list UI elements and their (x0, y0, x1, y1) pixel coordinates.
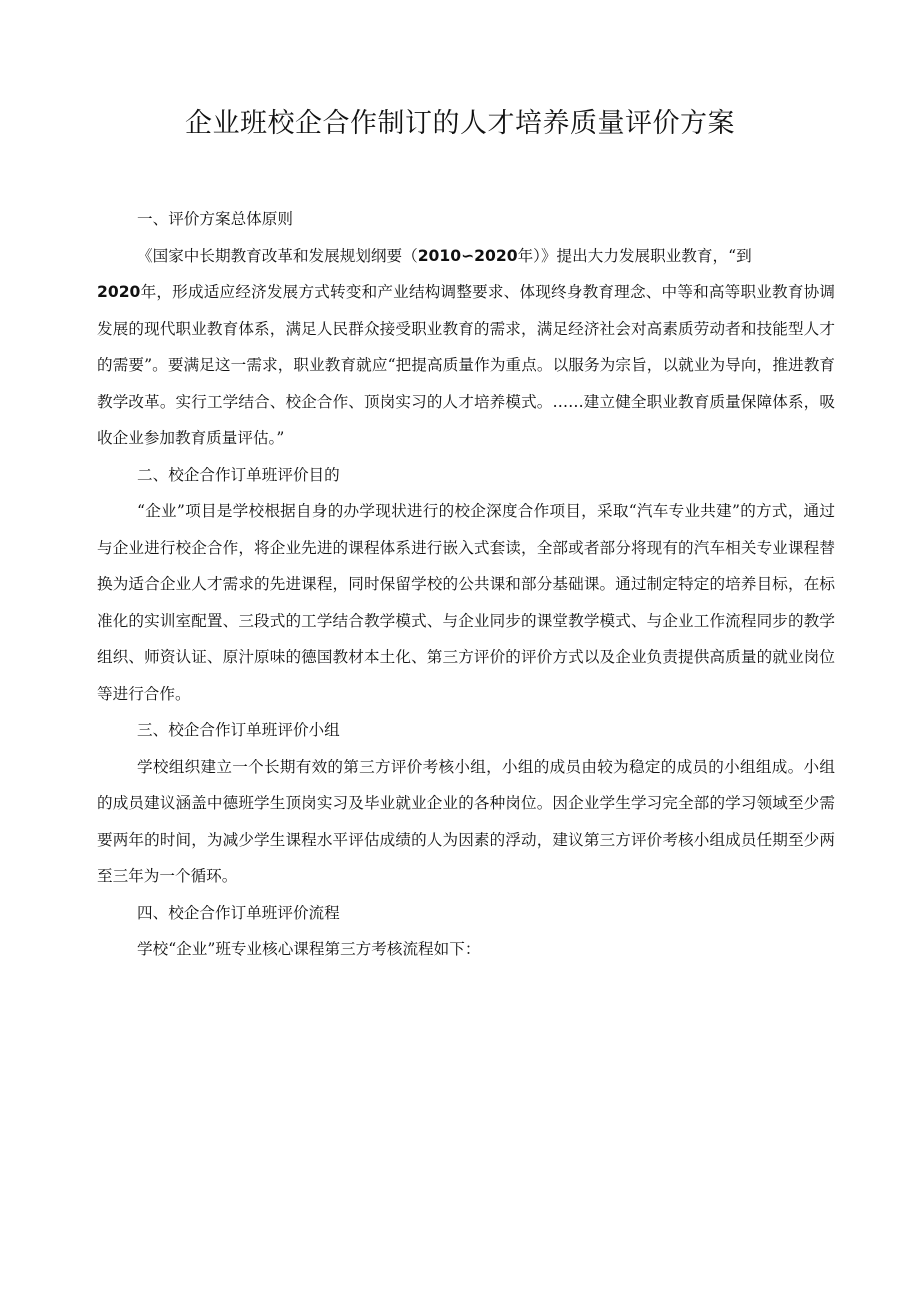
paragraph-text: 年）》提出大力发展职业教育，“到 (517, 246, 752, 265)
section-heading-1: 一、评价方案总体原则 (137, 210, 293, 228)
section-paragraph-1 (97, 238, 835, 457)
paragraph-text: 年，形成适应经济发展方式转变和产业结构调整要求、体现终身教育理念、中等和高等职业教育协调发展的现代职业教育体系，满足人民群众接受职业教育的需求，满足经济社会对高素质劳动者和技能型人才的需要”。要满足这一需求，职业教育就应“把提高质量作为重点。以服务为宗旨，以就业为导向，推进教育教学改革。实行工学结合、校企合作、顶岗实习的人才培养模式。……建立健全职业教育质量保障体系，吸收企业参加教育质量评估。” (97, 283, 835, 447)
section-heading-3: 三、校企合作订单班评价小组 (137, 721, 340, 739)
section-paragraph-2: “企业”项目是学校根据自身的办学现状进行的校企深度合作项目，采取“汽车专业共建”的方式，通过与企业进行校企合作，将企业先进的课程体系进行嵌入式套读，全部或者部分将现有的汽车相关专业课程替换为适合企业人才需求的先进课程，同时保留学校的公共课和部分基础课。通过制定特定的培养目标，在标准化的实训室配置、三段式的工学结合教学模式、与企业同步的课堂教学模式、与企业工作流程同步的教学组织、师资认证、原汁原味的德国教材本土化、第三方评价的评价方式以及企业负责提供高质量的就业岗位等进行合作。 (97, 502, 835, 703)
target-year: 2020 (97, 283, 141, 301)
section-heading-2: 二、校企合作订单班评价目的 (137, 465, 340, 484)
document-title: 企业班校企合作制订的人才培养质量评价方案 (185, 108, 735, 139)
section-paragraph-4: 学校“企业”班专业核心课程第三方考核流程如下： (137, 940, 481, 958)
document-body (97, 201, 835, 968)
paragraph-text: 《国家中长期教育改革和发展规划纲要（ (137, 246, 418, 265)
section-paragraph-3: 学校组织建立一个长期有效的第三方评价考核小组，小组的成员由较为稳定的成员的小组组成。小组的成员建议涵盖中德班学生顶岗实习及毕业就业企业的各种岗位。因企业学生学习完全部的学习领域至少需要两年的时间，为减少学生课程水平评估成绩的人为因素的浮动，建议第三方评价考核小组成员任期至少两至三年为一个循环。 (97, 757, 835, 885)
section-heading-4: 四、校企合作订单班评价流程 (137, 903, 340, 922)
year-range: 2010∽2020 (417, 246, 518, 265)
